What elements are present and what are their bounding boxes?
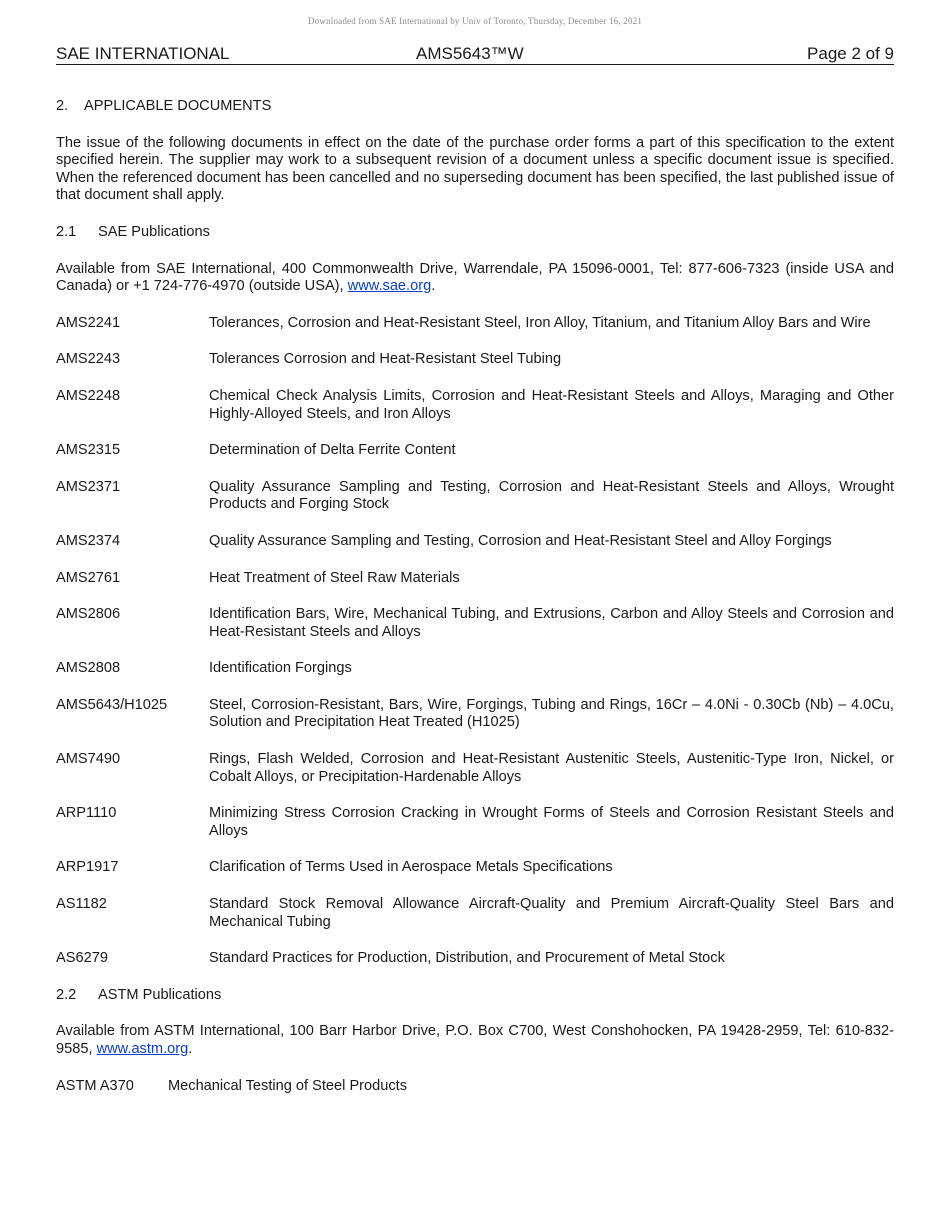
section-intro: The issue of the following documents in effect on the date of the purchase order forms a part of this specification to the extent specified herein. The supplier may work to a subsequent revision of a document unless a specific document issue is specified. When the referenced document has been cancelled and no superseding document has been specified, the last published issue of that document shall apply. (56, 134, 894, 204)
reference-code: ARP1110 (56, 805, 117, 822)
section-heading (56, 98, 894, 116)
subsection-number: 2.1 (56, 223, 77, 240)
reference-code: AMS2243 (56, 351, 121, 368)
reference-row (56, 660, 894, 678)
astm-availability (56, 1023, 894, 1058)
section-title: APPLICABLE DOCUMENTS (84, 98, 272, 114)
reference-code: AMS2808 (56, 660, 121, 677)
subsection-title: ASTM Publications (98, 986, 222, 1003)
availability-text: Available from SAE International, 400 Commonwealth Drive, Warrendale, PA 15096-0001, Tel: 877-606-7323 (inside USA and Canada) or +1 724-776-4970 (outside USA), (56, 260, 894, 295)
reference-row (56, 533, 894, 551)
document-body (56, 98, 894, 1114)
reference-row (56, 606, 894, 641)
reference-code: ASTM A370 (56, 1077, 134, 1094)
reference-code: AMS2374 (56, 532, 121, 549)
reference-title: Minimizing Stress Corrosion Cracking in Wrought Forms of Steels and Corrosion Resistant Steels and Alloys (209, 805, 894, 839)
reference-title: Rings, Flash Welded, Corrosion and Heat-Resistant Austenitic Steels, Austenitic-Type Iron, Nickel, or Cobalt Alloys, or Precipitation-Hardenable Alloys (209, 751, 894, 785)
reference-row (56, 442, 894, 460)
reference-title: Quality Assurance Sampling and Testing, Corrosion and Heat-Resistant Steels and Alloys, Wrought Products and Forging Stock (209, 478, 894, 513)
reference-code: AMS2241 (56, 314, 121, 331)
subsection-number: 2.2 (56, 986, 77, 1003)
reference-code: AMS7490 (56, 751, 121, 768)
subsection-heading-sae (56, 224, 894, 242)
reference-code: AMS5643/H1025 (56, 696, 168, 713)
reference-code: AMS2371 (56, 478, 121, 495)
reference-row (56, 896, 894, 931)
subsection-heading-astm (56, 987, 894, 1005)
reference-code: AMS2248 (56, 387, 121, 404)
header-page-number: Page 2 of 9 (807, 44, 894, 63)
reference-row (56, 315, 894, 333)
header-org: SAE INTERNATIONAL (56, 44, 230, 63)
reference-title: Steel, Corrosion-Resistant, Bars, Wire, Forgings, Tubing and Rings, 16Cr – 4.0Ni - 0.30Cb (Nb) – 4.0Cu, Solution and Precipitation Heat Treated (H1025) (209, 696, 894, 731)
reference-row (56, 697, 894, 732)
astm-reference-list (56, 1078, 894, 1096)
sae-website-link[interactable]: www.sae.org (347, 278, 432, 295)
reference-row (56, 751, 894, 786)
reference-code: AS1182 (56, 896, 107, 913)
reference-row (56, 859, 894, 877)
reference-code: AMS2806 (56, 606, 121, 623)
subsection-title: SAE Publications (98, 223, 210, 240)
reference-code: AMS2315 (56, 442, 121, 459)
reference-row (56, 351, 894, 369)
reference-title: Standard Stock Removal Allowance Aircraft-Quality and Premium Aircraft-Quality Steel Bars and Mechanical Tubing (209, 896, 894, 930)
reference-title: Standard Practices for Production, Distribution, and Procurement of Metal Stock (209, 950, 725, 967)
reference-title: Identification Forgings (209, 660, 352, 677)
availability-text: Available from ASTM International, 100 Barr Harbor Drive, P.O. Box C700, West Conshohocken, PA 19428-2959, Tel: 610-832-9585, (56, 1023, 894, 1057)
sae-reference-list (56, 315, 894, 968)
page-header (56, 44, 894, 65)
download-watermark: Downloaded from SAE International by Univ of Toronto, Thursday, December 16, 2021 (307, 16, 643, 26)
reference-code: AS6279 (56, 950, 108, 967)
sae-availability (56, 261, 894, 296)
reference-row (56, 388, 894, 423)
reference-title: Identification Bars, Wire, Mechanical Tubing, and Extrusions, Carbon and Alloy Steels and Corrosion and Heat-Resistant Steels and Alloys (209, 606, 894, 640)
reference-title: Clarification of Terms Used in Aerospace Metals Specifications (209, 859, 613, 876)
reference-title: Chemical Check Analysis Limits, Corrosion and Heat-Resistant Steels and Alloys, Maraging and Other Highly-Alloyed Steels, and Iron Alloys (209, 387, 894, 422)
astm-website-link[interactable]: www.astm.org (96, 1041, 189, 1057)
reference-code: AMS2761 (56, 569, 121, 586)
availability-trail: . (188, 1041, 193, 1057)
section-number: 2. (56, 98, 69, 114)
reference-row (56, 570, 894, 588)
reference-title: Mechanical Testing of Steel Products (168, 1077, 408, 1094)
reference-title: Determination of Delta Ferrite Content (209, 442, 456, 459)
header-doc-id: AMS5643™W (416, 44, 524, 63)
reference-title: Heat Treatment of Steel Raw Materials (209, 569, 460, 586)
reference-title: Quality Assurance Sampling and Testing, Corrosion and Heat-Resistant Steel and Alloy Forgings (209, 532, 832, 549)
reference-title: Tolerances Corrosion and Heat-Resistant Steel Tubing (209, 351, 562, 368)
reference-row (56, 1078, 894, 1096)
reference-title: Tolerances, Corrosion and Heat-Resistant Steel, Iron Alloy, Titanium, and Titanium Alloy Bars and Wire (209, 314, 871, 331)
reference-code: ARP1917 (56, 859, 119, 876)
reference-row (56, 805, 894, 840)
reference-row (56, 479, 894, 514)
reference-row (56, 950, 894, 968)
availability-trail: . (431, 278, 436, 295)
